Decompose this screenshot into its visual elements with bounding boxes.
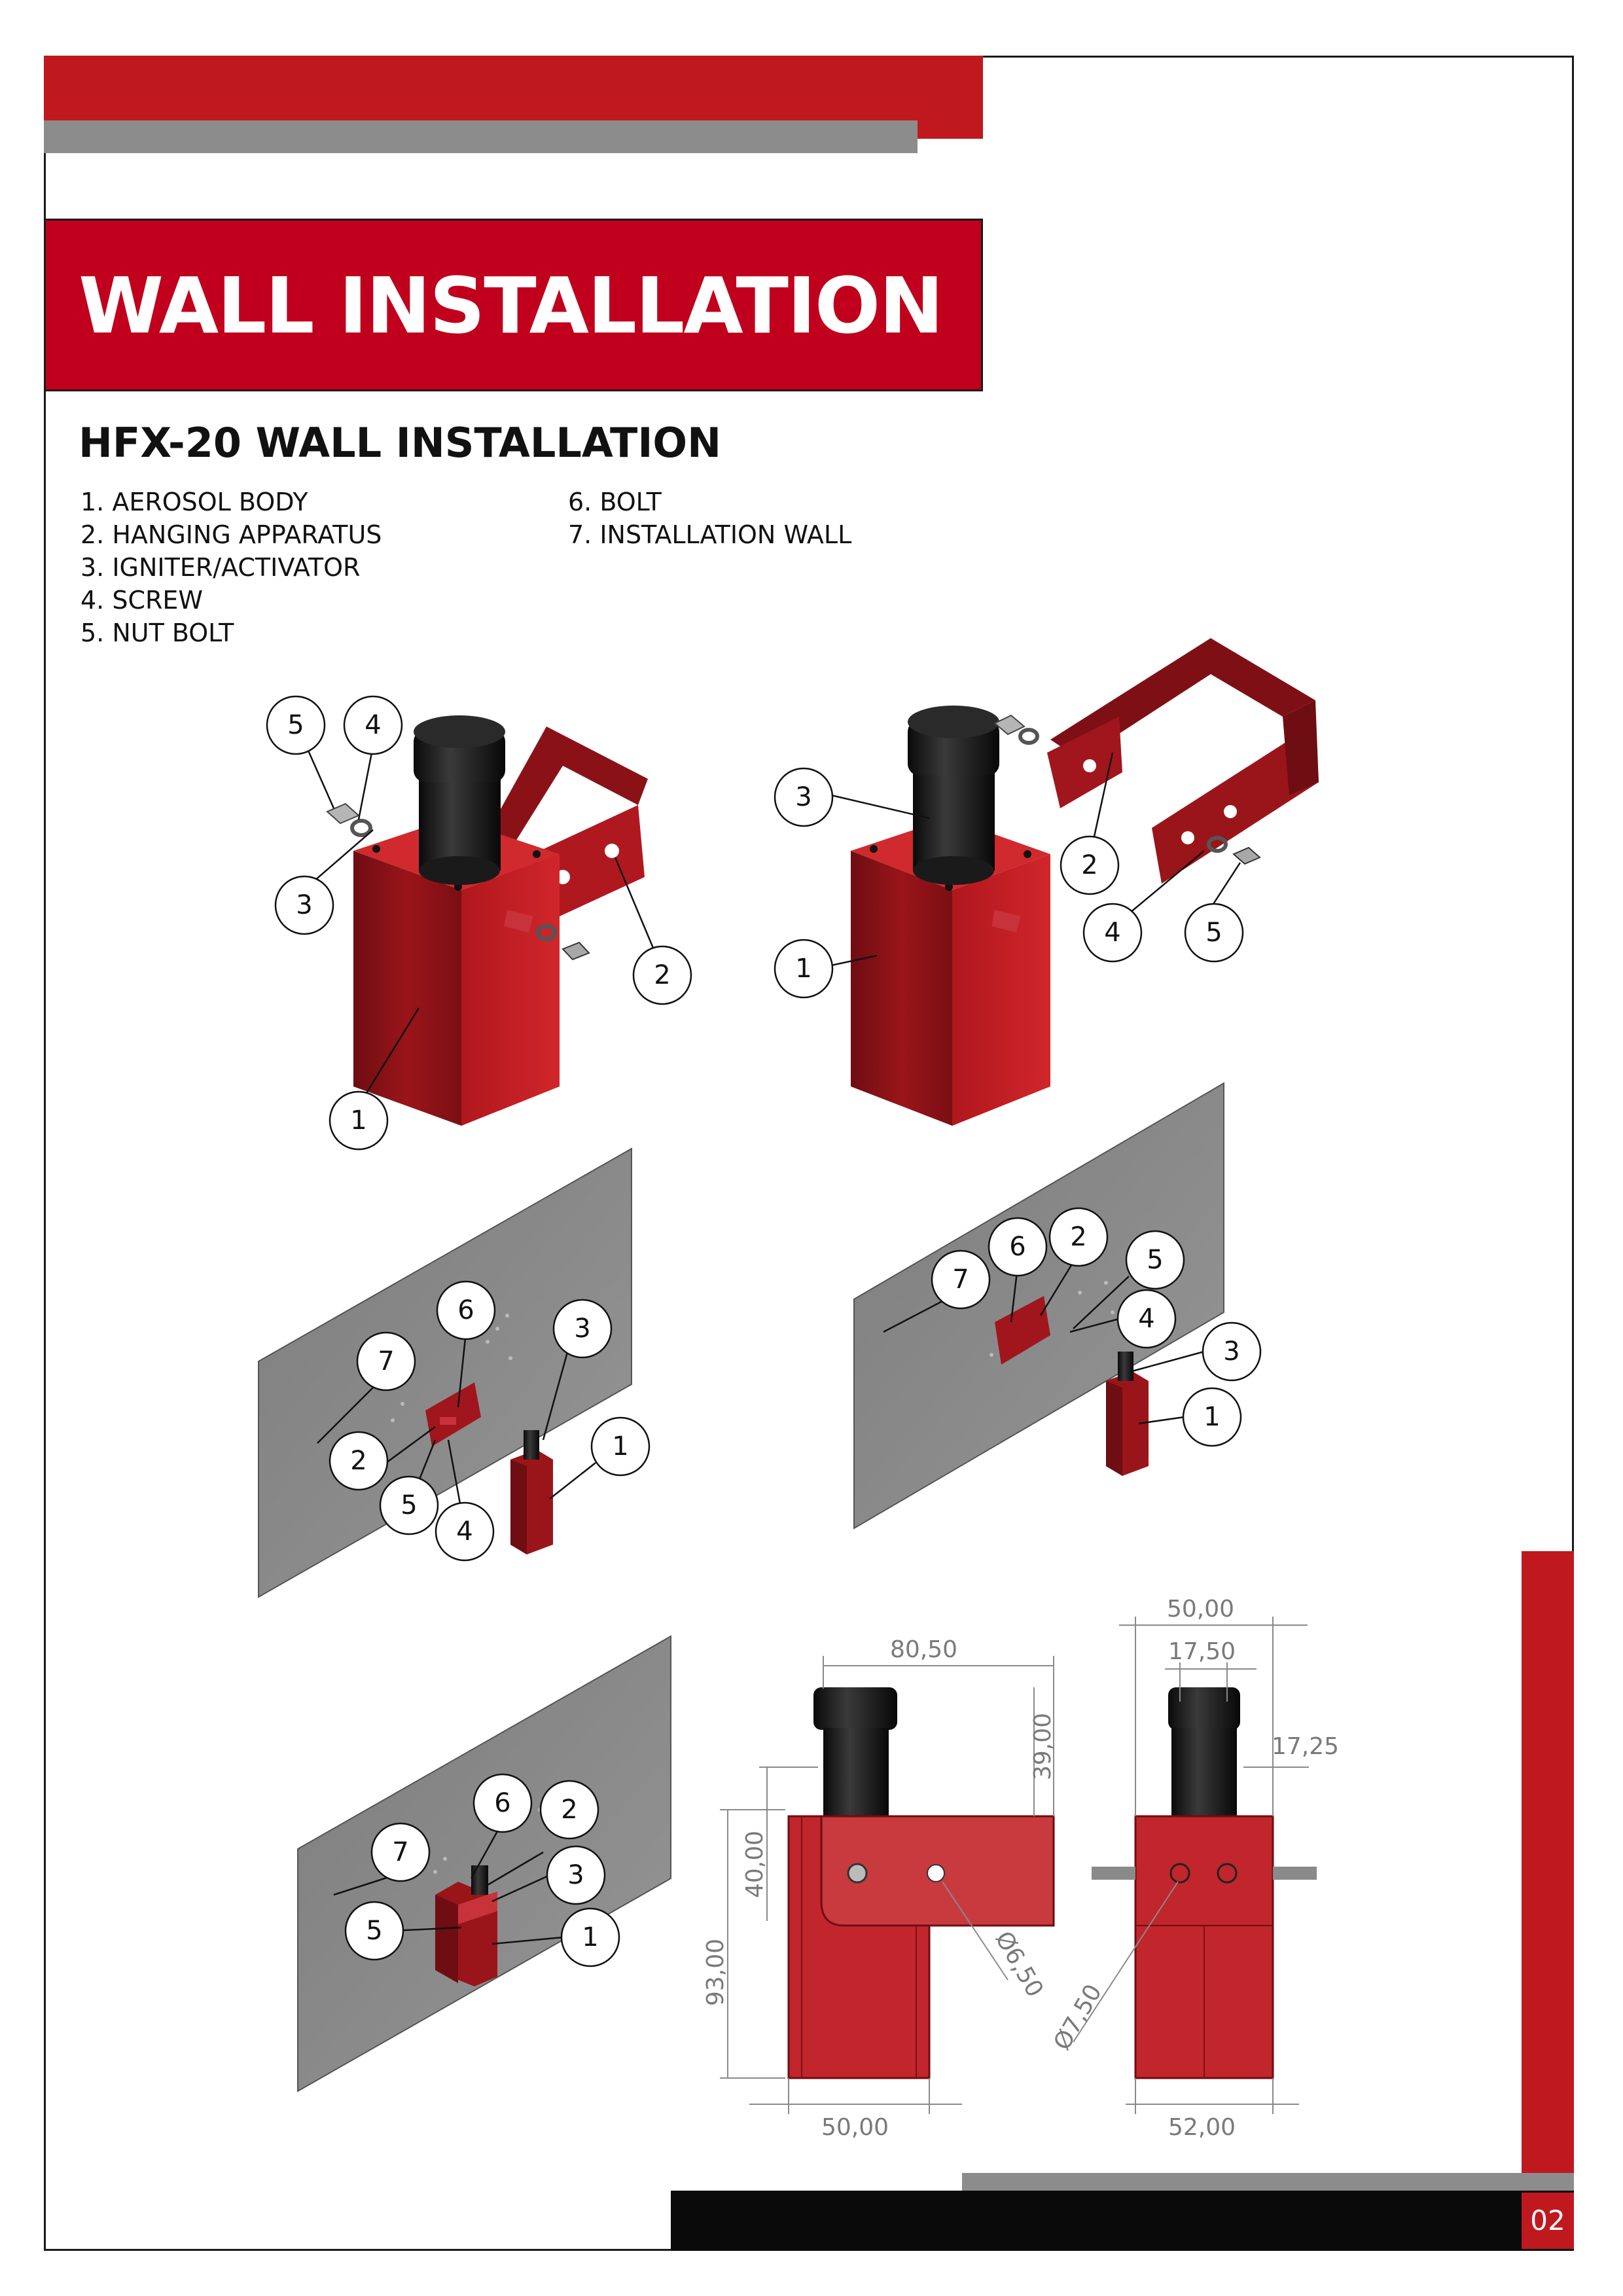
page-number: 02 (1530, 2204, 1565, 2236)
svg-text:2: 2 (350, 1446, 367, 1476)
callout-7 (932, 1251, 990, 1308)
svg-text:6: 6 (457, 1295, 474, 1325)
callout-5 (380, 1477, 438, 1534)
svg-text:40,00: 40,00 (741, 1830, 768, 1898)
callout-3 (276, 876, 333, 934)
section-subtitle: HFX-20 WALL INSTALLATION (79, 419, 721, 467)
svg-text:3: 3 (795, 782, 812, 812)
svg-text:Ø6,50: Ø6,50 (990, 1927, 1048, 2002)
svg-text:17,25: 17,25 (1272, 1733, 1340, 1760)
callout-5 (1185, 904, 1243, 961)
svg-text:4: 4 (456, 1516, 473, 1547)
svg-text:3: 3 (574, 1314, 591, 1344)
svg-text:Ø7,50: Ø7,50 (1048, 1980, 1108, 2055)
svg-text:4: 4 (1138, 1304, 1155, 1334)
svg-text:2: 2 (561, 1795, 578, 1825)
figure-wall-exploded (259, 1149, 649, 1597)
figure-exploded-unit (775, 638, 1319, 1126)
callout-1 (330, 1092, 387, 1149)
svg-text:4: 4 (365, 710, 382, 740)
svg-text:3: 3 (567, 1860, 584, 1890)
callout-4 (1118, 1290, 1175, 1348)
callout-6 (989, 1218, 1046, 1276)
legend-item: 1. AEROSOL BODY (80, 488, 308, 516)
legend-item: 7. INSTALLATION WALL (568, 520, 852, 549)
svg-text:1: 1 (582, 1922, 599, 1952)
callout-4 (344, 696, 402, 754)
svg-text:6: 6 (1009, 1232, 1026, 1262)
svg-text:3: 3 (1223, 1336, 1240, 1367)
callout-2 (330, 1432, 387, 1490)
legend-item: 6. BOLT (568, 488, 662, 516)
svg-text:80,50: 80,50 (890, 1636, 958, 1663)
svg-text:6: 6 (494, 1788, 511, 1818)
callout-4 (1084, 904, 1141, 961)
callout-2 (541, 1781, 598, 1839)
legend-item: 2. HANGING APPARATUS (80, 520, 382, 549)
callout-1 (1183, 1388, 1241, 1446)
svg-text:7: 7 (378, 1346, 395, 1376)
callout-4 (436, 1503, 493, 1560)
callout-7 (372, 1823, 429, 1881)
figure-wall-mounted (298, 1636, 671, 2091)
callout-6 (437, 1282, 495, 1339)
svg-text:52,00: 52,00 (1168, 2114, 1236, 2141)
callout-2 (1050, 1208, 1107, 1266)
svg-text:50,00: 50,00 (1167, 1596, 1235, 1623)
technical-drawing-side (1048, 1596, 1339, 2141)
svg-text:1: 1 (1204, 1402, 1221, 1432)
svg-text:2: 2 (654, 960, 671, 990)
page-title: WALL INSTALLATION (79, 260, 942, 351)
svg-text:1: 1 (350, 1105, 367, 1136)
callout-1 (775, 940, 832, 997)
callout-2 (1061, 836, 1118, 894)
figure-wall-bracket-mounted (854, 1083, 1260, 1528)
callout-7 (357, 1333, 415, 1390)
figure-assembled-unit (267, 696, 691, 1149)
svg-text:50,00: 50,00 (821, 2114, 889, 2141)
callout-3 (554, 1300, 611, 1357)
svg-text:7: 7 (392, 1837, 409, 1867)
callout-3 (775, 768, 832, 826)
callout-3 (1203, 1323, 1260, 1380)
svg-text:1: 1 (612, 1431, 629, 1462)
svg-text:7: 7 (952, 1265, 969, 1295)
callout-5 (267, 696, 325, 754)
svg-text:39,00: 39,00 (1029, 1712, 1056, 1780)
svg-text:2: 2 (1081, 850, 1098, 880)
technical-drawing-front (702, 1636, 1056, 2141)
legend-item: 4. SCREW (80, 586, 203, 615)
legend-item: 5. NUT BOLT (80, 619, 234, 647)
callout-2 (633, 946, 691, 1004)
svg-text:5: 5 (287, 710, 304, 740)
svg-text:93,00: 93,00 (702, 1938, 729, 2006)
svg-text:5: 5 (401, 1490, 418, 1520)
svg-text:5: 5 (366, 1916, 383, 1946)
legend-item: 3. IGNITER/ACTIVATOR (80, 553, 361, 582)
callout-5 (1126, 1231, 1184, 1289)
callout-1 (592, 1418, 649, 1475)
svg-text:5: 5 (1147, 1245, 1164, 1275)
svg-text:3: 3 (296, 890, 313, 920)
svg-text:17,50: 17,50 (1168, 1638, 1236, 1665)
svg-text:2: 2 (1070, 1222, 1087, 1252)
callout-5 (346, 1902, 403, 1960)
svg-text:5: 5 (1205, 918, 1222, 948)
callout-3 (547, 1846, 605, 1904)
callout-1 (562, 1909, 619, 1966)
svg-text:1: 1 (795, 954, 812, 984)
svg-text:4: 4 (1104, 918, 1121, 948)
callout-6 (474, 1774, 531, 1832)
